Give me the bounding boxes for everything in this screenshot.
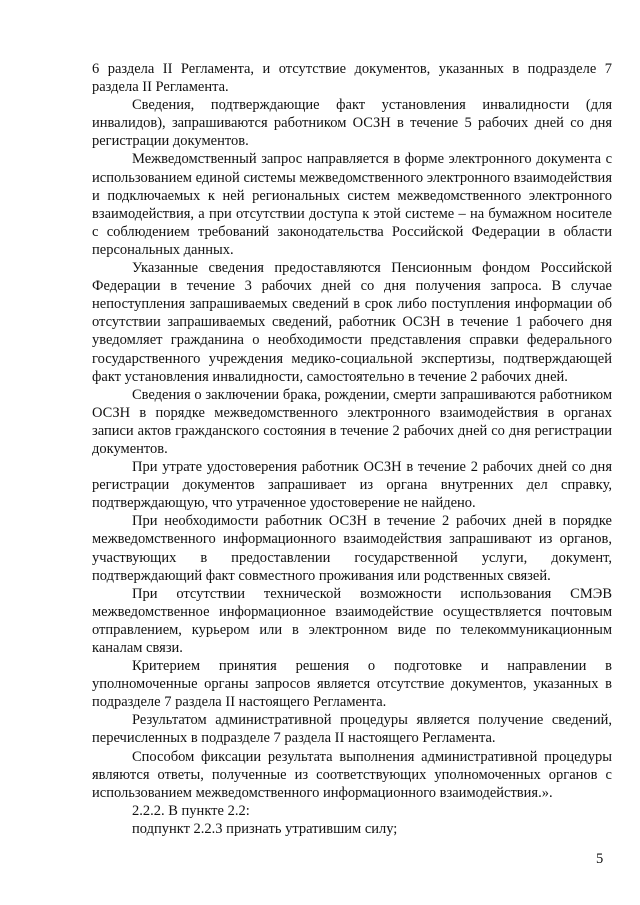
paragraph-4: Указанные сведения предоставляются Пенсионным фондом Российской Федерации в течение 3 рабочих дней со дня получения запроса. В случае непоступления запрашиваемых сведений в срок либо поступления информации об отсутствии запрашиваемых сведений, работник ОСЗН в течение 1 рабочего дня уведомляет гражданина о необходимости представления справки федерального государственного учреждения медико-социальной экспертизы, подтверждающей факт установления инвалидности, самостоятельно в течение 2 рабочих дней. [92, 260, 612, 385]
paragraph-8: При отсутствии технической возможности использования СМЭВ межведомственное информационное взаимодействие осуществляется почтовым отправлением, курьером или в электронном виде по телекоммуникационным каналам связи. [92, 585, 612, 656]
page-number: 5 [596, 851, 604, 867]
document-body [92, 60, 612, 838]
paragraph-12: 2.2.2. В пункте 2.2: [132, 802, 250, 819]
paragraph-6: При утрате удостоверения работник ОСЗН в течение 2 рабочих дней со дня регистрации документов запрашивает из органа внутренних дел справку, подтверждающую, что утраченное удостоверение не найдено. [92, 459, 612, 512]
paragraph-2: Сведения, подтверждающие факт установления инвалидности (для инвалидов), запрашиваются работником ОСЗН в течение 5 рабочих дней со дня регистрации документов. [92, 97, 612, 150]
paragraph-1: 6 раздела II Регламента, и отсутствие документов, указанных в подразделе 7 раздела II Регламента. [92, 61, 612, 96]
paragraph-3: Межведомственный запрос направляется в форме электронного документа с использованием единой системы межведомственного электронного взаимодействия и подключаемых к ней региональных систем межведомственного электронного взаимодействия, а при отсутствии доступа к этой системе – на бумажном носителе с соблюдением требований законодательства Российской Федерации в области персональных данных. [92, 151, 612, 258]
paragraph-11: Способом фиксации результата выполнения административной процедуры являются ответы, полученные из соответствующих уполномоченных органов с использованием межведомственного информационного взаимодействия.». [92, 748, 612, 801]
paragraph-10: Результатом административной процедуры является получение сведений, перечисленных в подразделе 7 раздела II настоящего Регламента. [92, 712, 612, 747]
paragraph-13: подпункт 2.2.3 признать утратившим силу; [132, 820, 398, 837]
paragraph-5: Сведения о заключении брака, рождении, смерти запрашиваются работником ОСЗН в порядке межведомственного электронного взаимодействия в органах записи актов гражданского состояния в течение 2 рабочих дней со дня регистрации документов. [92, 386, 612, 457]
paragraph-7: При необходимости работник ОСЗН в течение 2 рабочих дней в порядке межведомственного информационного взаимодействия запрашивают из органов, участвующих в предоставлении государственной услуги, документ, подтверждающий факт совместного проживания или родственных связей. [92, 513, 612, 584]
paragraph-9: Критерием принятия решения о подготовке и направлении в уполномоченные органы запросов является отсутствие документов, указанных в подразделе 7 раздела II настоящего Регламента. [92, 658, 612, 711]
